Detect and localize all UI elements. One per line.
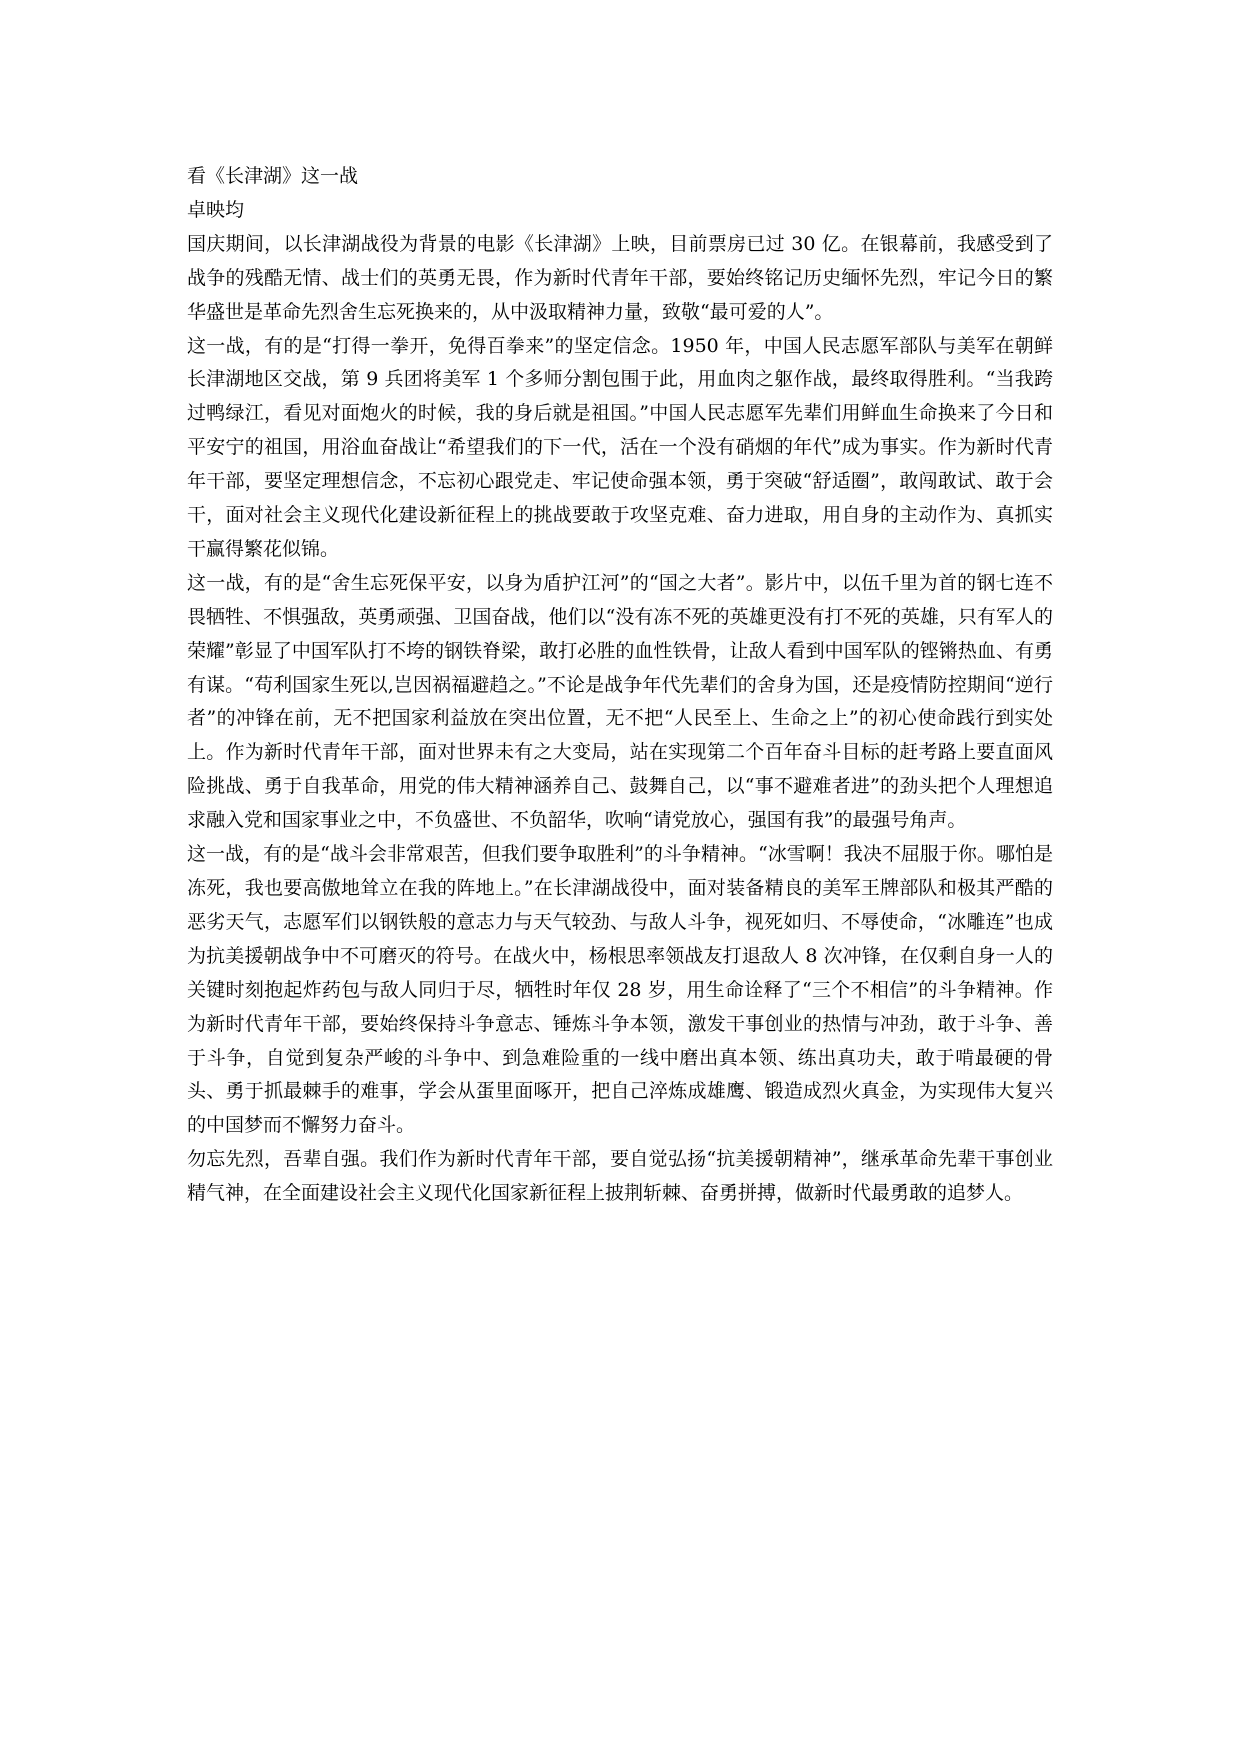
paragraph-national: 这一战，有的是“舍生忘死保平安，以身为盾护江河”的“国之大者”。影片中，以伍千里为首的钢七连不畏牺牲、不惧强敌，英勇顽强、卫国奋战，他们以“没有冻不死的英雄更没有打不死的英雄，只有军人的荣耀”彰显了中国军队打不垮的钢铁脊梁，敢打必胜的血性铁骨，让敌人看到中国军队的铿锵热血、有勇有谋。“苟利国家生死以,岂因祸福避趋之。”不论是战争年代先辈们的舍身为国，还是疫情防控期间“逆行者”的冲锋在前，无不把国家利益放在突出位置，无不把“人民至上、生命之上”的初心使命践行到实处上。作为新时代青年干部，面对世界未有之大变局，站在实现第二个百年奋斗目标的赶考路上要直面风险挑战、勇于自我革命，用党的伟大精神涵养自己、鼓舞自己，以“事不避难者进”的劲头把个人理想追求融入党和国家事业之中，不负盛世、不负韶华，吹响“请党放心，强国有我”的最强号角声。 [187, 571, 1053, 832]
document-author: 卓映均 [187, 198, 245, 221]
paragraph-belief: 这一战，有的是“打得一拳开，免得百拳来”的坚定信念。1950 年，中国人民志愿军部队与美军在朝鲜长津湖地区交战，第 9 兵团将美军 1 个多师分割包围于此，用血肉之躯作战，最终取得胜利。“当我跨过鸭绿江，看见对面炮火的时候，我的身后就是祖国。”中国人民志愿军先辈们用鲜血生命换来了今日和平安宁的祖国，用浴血奋战让“希望我们的下一代，活在一个没有硝烟的年代”成为事实。作为新时代青年干部，要坚定理想信念，不忘初心跟党走、牢记使命强本领，勇于突破“舒适圈”，敢闯敢试、敢于会干，面对社会主义现代化建设新征程上的挑战要敢于攻坚克难、奋力进取，用自身的主动作为、真抓实干赢得繁花似锦。 [187, 334, 1053, 560]
paragraph-intro: 国庆期间，以长津湖战役为背景的电影《长津湖》上映，目前票房已过 30 亿。在银幕前，我感受到了战争的残酷无情、战士们的英勇无畏，作为新时代青年干部，要始终铭记历史缅怀先烈，牢记今日的繁华盛世是革命先烈舍生忘死换来的，从中汲取精神力量，致敬“最可爱的人”。 [187, 232, 1053, 323]
document-page [187, 160, 1053, 1211]
document-body [187, 228, 1053, 1211]
paragraph-struggle: 这一战，有的是“战斗会非常艰苦，但我们要争取胜利”的斗争精神。“冰雪啊！我决不屈服于你。哪怕是冻死，我也要高傲地耸立在我的阵地上。”在长津湖战役中，面对装备精良的美军王牌部队和极其严酷的恶劣天气，志愿军们以钢铁般的意志力与天气较劲、与敌人斗争，视死如归、不辱使命，“冰雕连”也成为抗美援朝战争中不可磨灭的符号。在战火中，杨根思率领战友打退敌人 8 次冲锋，在仅剩自身一人的关键时刻抱起炸药包与敌人同归于尽，牺牲时年仅 28 岁，用生命诠释了“三个不相信”的斗争精神。作为新时代青年干部，要始终保持斗争意志、锤炼斗争本领，激发干事创业的热情与冲劲，敢于斗争、善于斗争，自觉到复杂严峻的斗争中、到急难险重的一线中磨出真本领、练出真功夫，敢于啃最硬的骨头、勇于抓最棘手的难事，学会从蛋里面啄开，把自己淬炼成雄鹰、锻造成烈火真金，为实现伟大复兴的中国梦而不懈努力奋斗。 [187, 843, 1053, 1137]
paragraph-conclusion: 勿忘先烈，吾辈自强。我们作为新时代青年干部，要自觉弘扬“抗美援朝精神”，继承革命先辈干事创业精气神，在全面建设社会主义现代化国家新征程上披荆斩棘、奋勇拼搏，做新时代最勇敢的追梦人。 [187, 1148, 1053, 1205]
document-title: 看《长津湖》这一战 [187, 165, 359, 187]
